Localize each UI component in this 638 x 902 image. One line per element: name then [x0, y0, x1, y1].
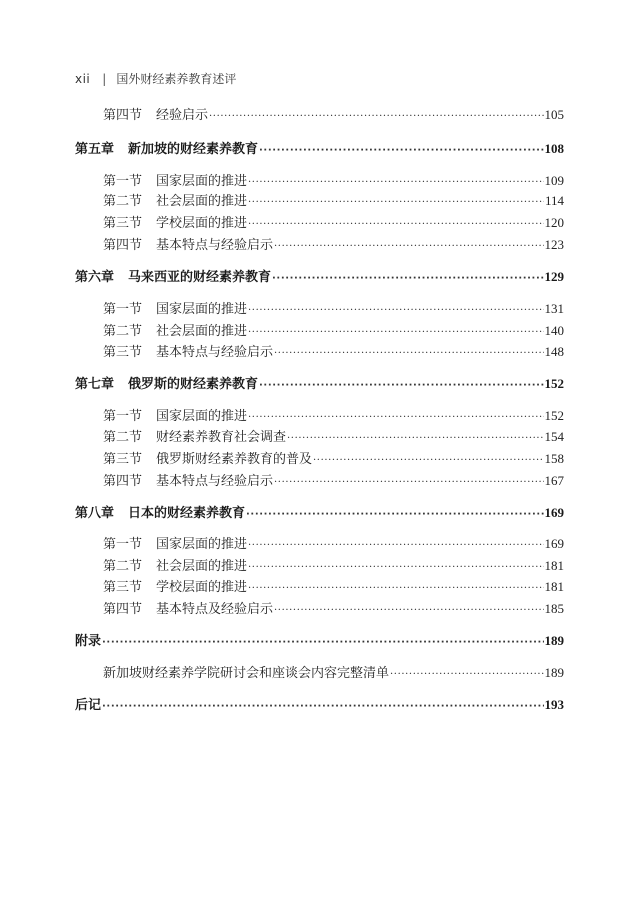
dot-leader [248, 216, 543, 234]
toc-page-number: 114 [544, 193, 564, 208]
toc-entry-number: 第二节 [103, 324, 143, 339]
toc-entry-title: 经验启示 [156, 108, 209, 123]
toc-page-number: 189 [544, 665, 564, 680]
toc-entry-number: 第一节 [103, 174, 143, 189]
toc-entry-number: 第三节 [103, 216, 143, 231]
dot-leader [272, 270, 543, 288]
toc-entry-title: 新加坡的财经素养教育 [128, 142, 259, 157]
toc-entry-label [75, 269, 271, 287]
toc-page-number: 193 [544, 697, 564, 712]
toc-entry-number: 第二节 [103, 559, 143, 574]
toc-page-number: 181 [544, 558, 564, 573]
toc-entry-number: 第四节 [103, 238, 143, 253]
toc-entry-title: 新加坡财经素养学院研讨会和座谈会内容完整清单 [103, 666, 390, 681]
toc-page-number: 169 [544, 505, 564, 520]
toc-chapter-entry [0, 696, 638, 714]
toc-entry-number: 第六章 [75, 270, 115, 285]
toc-entry-title: 基本特点与经验启示 [156, 474, 274, 489]
toc-entry-number: 第三节 [103, 580, 143, 595]
toc-page-number: 154 [544, 429, 564, 444]
toc-section-entry [0, 236, 638, 254]
toc-entry-label [103, 408, 247, 426]
toc-page-number: 120 [544, 215, 564, 230]
toc-entry-title: 俄罗斯财经素养教育的普及 [156, 452, 313, 467]
toc-page-number: 108 [544, 141, 564, 156]
toc-entry-title: 社会层面的推进 [156, 559, 248, 574]
toc-page-number: 181 [544, 579, 564, 594]
toc-entry-title: 社会层面的推进 [156, 194, 248, 209]
toc-entry-number: 第八章 [75, 506, 115, 521]
toc-section-entry [0, 428, 638, 446]
toc-section-entry [0, 192, 638, 210]
dot-leader [274, 474, 543, 492]
toc-entry-title: 基本特点与经验启示 [156, 345, 274, 360]
header-separator: | [102, 71, 107, 86]
toc-section-entry [0, 578, 638, 596]
dot-leader [209, 108, 543, 126]
dot-leader [248, 409, 543, 427]
toc-entry-number: 第四节 [103, 602, 143, 617]
toc-entry-label [75, 505, 245, 523]
toc-page-number: 169 [544, 536, 564, 551]
toc-entry-number: 第三节 [103, 345, 143, 360]
toc-entry-title: 马来西亚的财经素养教育 [128, 270, 272, 285]
toc-section-entry [0, 214, 638, 232]
toc-section-entry [0, 600, 638, 618]
toc-entry-label [103, 237, 273, 255]
toc-entry-label [75, 376, 258, 394]
toc-entry-label [103, 558, 247, 576]
toc-page-number: 123 [544, 237, 564, 252]
toc-entry-number: 第一节 [103, 302, 143, 317]
toc-section-entry [0, 557, 638, 575]
dot-leader [246, 506, 543, 524]
toc-entry-number: 第二节 [103, 430, 143, 445]
toc-chapter-entry [0, 268, 638, 286]
toc-entry-number: 第七章 [75, 377, 115, 392]
toc-entry-title: 国家层面的推进 [156, 409, 248, 424]
dot-leader [313, 452, 543, 470]
toc-entry-title: 附录 [75, 634, 102, 649]
toc-entry-title: 学校层面的推进 [156, 216, 248, 231]
toc-entry-label [103, 451, 312, 469]
toc-entry-label [103, 665, 389, 683]
dot-leader [248, 302, 543, 320]
toc-section-entry [0, 450, 638, 468]
toc-section-entry [0, 472, 638, 490]
toc-entry-title: 国家层面的推进 [156, 174, 248, 189]
toc-entry-title: 基本特点及经验启示 [156, 602, 274, 617]
dot-leader [287, 430, 543, 448]
toc-entry-title: 国家层面的推进 [156, 302, 248, 317]
dot-leader [248, 580, 543, 598]
toc-page-number: 185 [544, 601, 564, 616]
toc-entry-title: 社会层面的推进 [156, 324, 248, 339]
header-book-title: 国外财经素养教育述评 [116, 72, 237, 86]
toc-page-number: 152 [544, 408, 564, 423]
header-page-number: xii [75, 71, 91, 86]
toc-entry-title: 日本的财经素养教育 [128, 506, 246, 521]
toc-chapter-entry [0, 140, 638, 158]
toc-entry-title: 基本特点与经验启示 [156, 238, 274, 253]
dot-leader [248, 559, 543, 577]
toc-entry-number: 第二节 [103, 194, 143, 209]
dot-leader [248, 194, 544, 212]
running-header [75, 70, 236, 87]
toc-section-entry [0, 664, 638, 682]
toc-entry-label [75, 633, 101, 651]
toc-page-number: 105 [544, 107, 564, 122]
toc-chapter-entry [0, 504, 638, 522]
toc-entry-number: 第一节 [103, 409, 143, 424]
toc-page-number: 109 [544, 173, 564, 188]
toc-entry-number: 第五章 [75, 142, 115, 157]
toc-section-entry [0, 172, 638, 190]
toc-entry-label [103, 173, 247, 191]
dot-leader [259, 377, 543, 395]
toc-entry-number: 第四节 [103, 108, 143, 123]
toc-section-entry [0, 343, 638, 361]
toc-entry-label [103, 344, 273, 362]
toc-chapter-entry [0, 632, 638, 650]
toc-page-number: 158 [544, 451, 564, 466]
toc-entry-number: 第三节 [103, 452, 143, 467]
toc-entry-label [103, 579, 247, 597]
dot-leader [248, 537, 543, 555]
dot-leader [102, 634, 543, 652]
toc-entry-number: 第一节 [103, 537, 143, 552]
dot-leader [259, 142, 543, 160]
toc-entry-title: 财经素养教育社会调查 [156, 430, 287, 445]
dot-leader [102, 698, 543, 716]
toc-entry-number: 第四节 [103, 474, 143, 489]
toc-entry-label [103, 473, 273, 491]
toc-entry-title: 后记 [75, 698, 102, 713]
dot-leader [248, 324, 543, 342]
toc-entry-title: 俄罗斯的财经素养教育 [128, 377, 259, 392]
toc-section-entry [0, 300, 638, 318]
toc-page-number: 152 [544, 376, 564, 391]
toc-entry-label [103, 536, 247, 554]
toc-section-entry [0, 106, 638, 124]
toc-page-number: 148 [544, 344, 564, 359]
toc-entry-label [103, 301, 247, 319]
dot-leader [274, 345, 543, 363]
toc-entry-title: 学校层面的推进 [156, 580, 248, 595]
toc-entry-label [103, 323, 247, 341]
toc-section-entry [0, 407, 638, 425]
toc-chapter-entry [0, 375, 638, 393]
toc-entry-label [103, 601, 273, 619]
toc-entry-label [75, 697, 101, 715]
toc-page-number: 129 [544, 269, 564, 284]
toc-entry-label [103, 215, 247, 233]
toc-entry-label [103, 107, 208, 125]
dot-leader [274, 602, 543, 620]
toc-page-number: 167 [544, 473, 564, 488]
toc-entry-title: 国家层面的推进 [156, 537, 248, 552]
toc-section-entry [0, 322, 638, 340]
toc-page-number: 140 [544, 323, 564, 338]
toc-entry-label [103, 193, 247, 211]
toc-page-number: 189 [544, 633, 564, 648]
dot-leader [390, 666, 543, 684]
toc-page-number: 131 [544, 301, 564, 316]
toc-entry-label [103, 429, 286, 447]
toc-entry-label [75, 141, 258, 159]
toc-section-entry [0, 535, 638, 553]
dot-leader [274, 238, 543, 256]
dot-leader [248, 174, 543, 192]
